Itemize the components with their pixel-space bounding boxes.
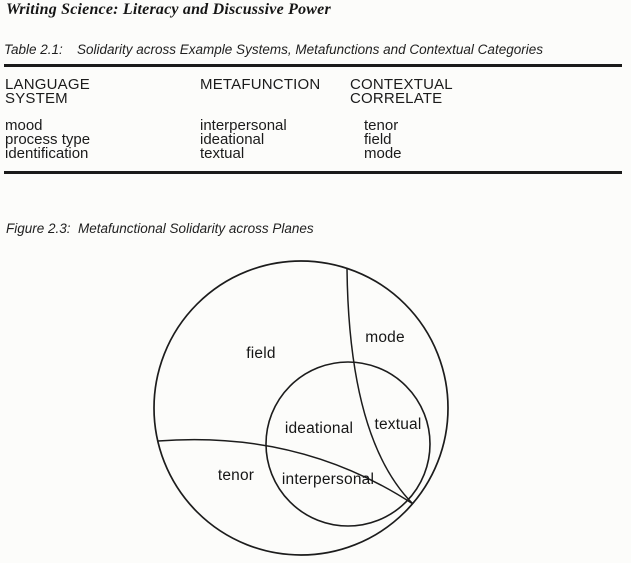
label-field: field bbox=[246, 345, 276, 362]
table-column-language-system bbox=[5, 119, 90, 161]
table-cell: mood bbox=[5, 117, 43, 134]
figure-caption bbox=[6, 221, 314, 236]
running-head: Writing Science: Literacy and Discussive Power bbox=[6, 1, 331, 18]
label-interpersonal: interpersonal bbox=[281, 471, 375, 488]
table-cell: textual bbox=[200, 145, 245, 162]
figure-caption-text: Metafunctional Solidarity across Planes bbox=[78, 221, 314, 236]
label-ideational: ideational bbox=[284, 420, 354, 437]
mode-divider-curve bbox=[347, 269, 413, 504]
table-header-language-system: LANGUAGE SYSTEM bbox=[5, 76, 90, 107]
venn-diagram bbox=[145, 252, 465, 563]
table-cell: field bbox=[364, 131, 392, 148]
table-cell: identification bbox=[5, 145, 89, 162]
table-cell: process type bbox=[5, 131, 91, 148]
table-header-metafunction: METAFUNCTION bbox=[200, 76, 321, 93]
label-textual: textual bbox=[374, 416, 422, 433]
figure-caption-label: Figure 2.3: bbox=[6, 221, 71, 236]
table-caption bbox=[4, 42, 543, 57]
table-caption-label: Table 2.1: bbox=[4, 42, 63, 57]
table-cell: ideational bbox=[200, 131, 265, 148]
inner-circle bbox=[266, 362, 430, 526]
table-header-contextual-correlate: CONTEXTUAL CORRELATE bbox=[350, 76, 453, 107]
table-cell: tenor bbox=[364, 117, 399, 134]
table-cell: interpersonal bbox=[200, 117, 287, 134]
table-caption-text: Solidarity across Example Systems, Metafunctions and Contextual Categories bbox=[77, 42, 543, 57]
table-column-contextual-correlate bbox=[364, 119, 402, 161]
table-rule-top bbox=[4, 64, 622, 67]
label-mode: mode bbox=[365, 329, 405, 346]
table-rule-bottom bbox=[4, 171, 622, 174]
label-tenor: tenor bbox=[217, 467, 255, 484]
table-column-metafunction bbox=[200, 119, 287, 161]
table-cell: mode bbox=[364, 145, 402, 162]
